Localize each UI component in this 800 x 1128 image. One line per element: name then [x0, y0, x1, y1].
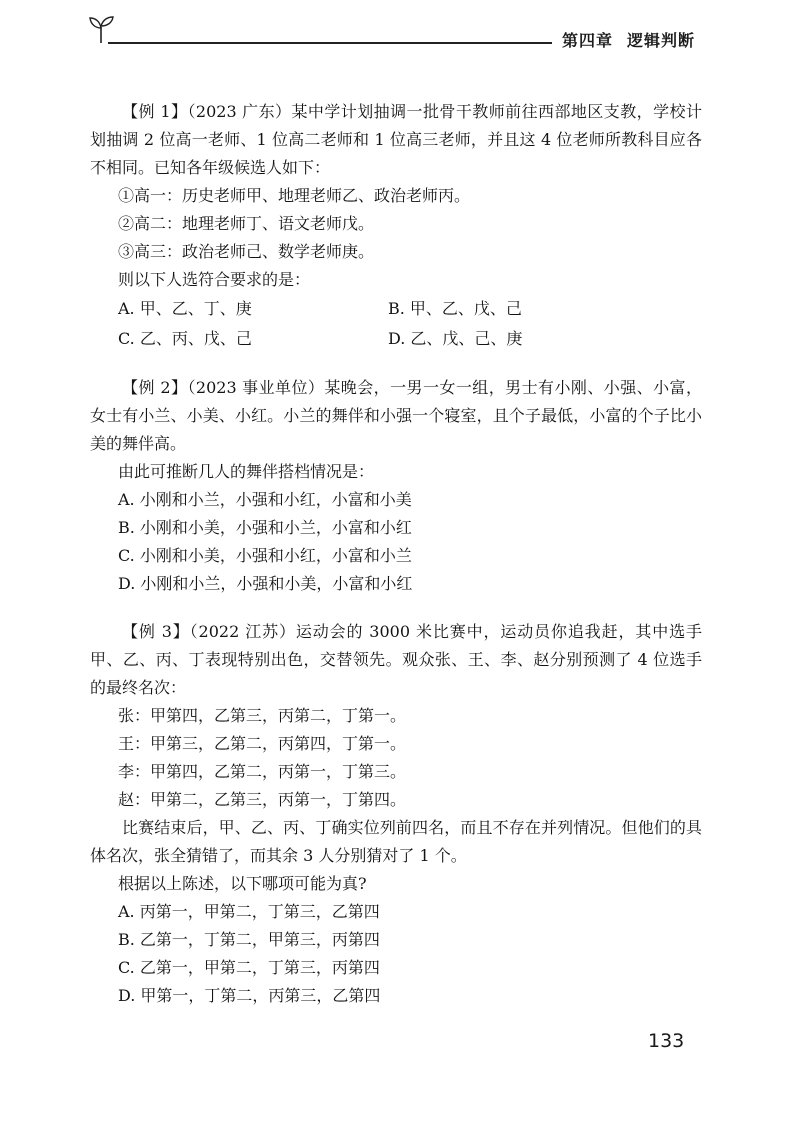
option-c: C. 乙第一，甲第二，丁第三，丙第四 [118, 958, 380, 977]
example-stem-text: 某中学计划抽调一批骨干教师前往西部地区支教，学校计划抽调 2 位高一老师、1 位高二老师和 1 位高三老师，并且这 4 位老师所教科目应各不相同。已知各年级候选人如下： [90, 102, 702, 177]
page-content [90, 98, 702, 1030]
example-3 [90, 618, 702, 1010]
fact-line: ①高一：历史老师甲、地理老师乙、政治老师丙。 [118, 186, 471, 205]
chapter-heading [562, 28, 695, 51]
chapter-number: 第四章 [562, 31, 614, 50]
example-source: （2023 事业单位） [187, 378, 325, 397]
options-grid [90, 294, 702, 354]
example-source: （2022 江苏） [189, 622, 296, 641]
example-label: 【例 1】 [122, 102, 188, 121]
prediction-line: 张：甲第四，乙第三，丙第二，丁第一。 [118, 706, 407, 725]
option-d: D. 甲第一，丁第二，丙第三，乙第四 [118, 986, 381, 1005]
option-c: C. 小刚和小美，小强和小红，小富和小兰 [118, 546, 412, 565]
chapter-title: 逻辑判断 [627, 31, 696, 50]
header-rule [108, 42, 552, 44]
example-3-stem [90, 618, 702, 702]
example-stem-text: 某晚会，一男一女一组，男士有小刚、小强、小富，女士有小兰、小美、小红。小兰的舞伴和小强一个寝室，且个子最低，小富的个子比小美的舞伴高。 [90, 378, 702, 453]
example-3-after: 比赛结束后，甲、乙、丙、丁确实位列前四名，而且不存在并列情况。但他们的具体名次，张全猜错了，而其余 3 人分别猜对了 1 个。 [90, 818, 702, 865]
example-2-stem [90, 374, 702, 458]
option-a: A. 甲、乙、丁、庚 [118, 299, 252, 318]
example-source: （2023 广东） [187, 102, 292, 121]
option-b: B. 乙第一，丁第二，甲第三，丙第四 [118, 930, 380, 949]
options-list [90, 486, 702, 598]
example-label: 【例 2】 [122, 378, 188, 397]
sprout-icon [88, 14, 114, 44]
option-d: D. 乙、戊、己、庚 [388, 329, 523, 348]
question-line: 由此可推断几人的舞伴搭档情况是： [118, 462, 375, 481]
option-a: A. 丙第一，甲第二，丁第三，乙第四 [118, 902, 380, 921]
options-list [90, 898, 702, 1010]
option-b: B. 小刚和小美，小强和小兰，小富和小红 [118, 518, 412, 537]
prediction-line: 李：甲第四，乙第二，丙第一，丁第三。 [118, 762, 407, 781]
example-label: 【例 3】 [122, 622, 190, 641]
option-c: C. 乙、丙、戊、己 [118, 329, 252, 348]
example-1 [90, 98, 702, 354]
fact-line: ③高三：政治老师己、数学老师庚。 [118, 242, 375, 261]
prediction-line: 赵：甲第二，乙第三，丙第一，丁第四。 [118, 790, 407, 809]
page-header [0, 0, 800, 60]
option-b: B. 甲、乙、戊、己 [388, 299, 522, 318]
option-d: D. 小刚和小兰，小强和小美，小富和小红 [118, 574, 413, 593]
page-number: 133 [648, 1030, 685, 1052]
example-1-stem [90, 98, 702, 182]
fact-line: ②高二：地理老师丁、语文老师戊。 [118, 214, 375, 233]
question-line: 根据以上陈述，以下哪项可能为真? [118, 874, 367, 893]
option-a: A. 小刚和小兰，小强和小红，小富和小美 [118, 490, 412, 509]
example-2 [90, 374, 702, 598]
question-line: 则以下人选符合要求的是： [118, 270, 311, 289]
example-stem-text: 运动会的 3000 米比赛中，运动员你追我赶，其中选手甲、乙、丙、丁表现特别出色，交替领先。观众张、王、李、赵分别预测了 4 位选手的最终名次： [90, 622, 702, 697]
prediction-line: 王：甲第三，乙第二，丙第四，丁第一。 [118, 734, 407, 753]
